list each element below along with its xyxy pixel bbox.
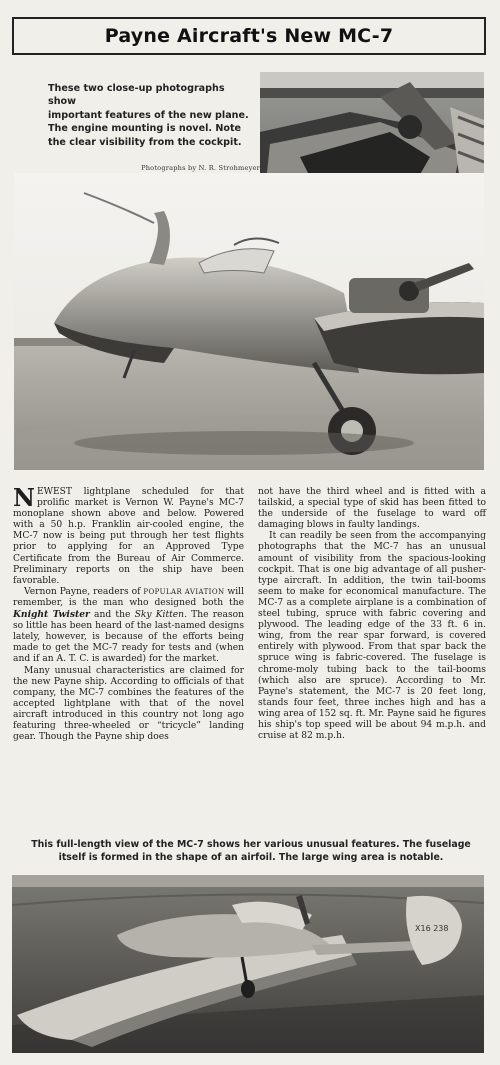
tail-registration-marking: X16 238 [415, 924, 449, 933]
caption-line: important features of the new plane. [48, 109, 249, 121]
paragraph-text: EWEST lightplane scheduled for that prolific market is Vernon W. Payne's MC-7 monoplane shown above and below. Powered with a 50 h.p. Franklin air-cooled engine, the MC-7 now is being put through her test flights prior to applying for an Approved Type Certificate from the Bureau of Air Commerce. Preliminary reports on the ship have been favorable. [13, 487, 244, 586]
article-title: Payne Aircraft's New MC-7 [12, 17, 486, 55]
paragraph-text: not have the third wheel and is fitted with a tailskid, a special type of skid has been fitted to the underside of the fuselage to ward off damaging blows in faulty landings. [258, 487, 486, 531]
aircraft-name: Sky Kitten [134, 610, 185, 621]
magazine-name: POPULAR AVIATION [143, 587, 225, 596]
paragraph-text: Vernon Payne, readers of [24, 586, 144, 597]
caption-line: the clear visibility from the cockpit. [48, 136, 242, 148]
caption-line: The engine mounting is novel. Note [48, 123, 242, 135]
paragraph-text: . The reason so little has been heard of the last-named designs lately, however, is because of the efforts being made to get the MC-7 ready for tests and (when and if an A. T. C. is awarded) for the market. [13, 610, 244, 665]
caption-line: This full-length view of the MC-7 shows her various unusual features. The fuselage [31, 839, 471, 850]
paragraph-text: Many unusual characteristics are claimed for the new Payne ship. According to officials of that company, the MC-7 combines the features of the accepted lightplane with that of the novel aircraft introduced in this country not long ago featuring three-wheeled or “tricycle” landing gear. Though the Payne ship does [13, 665, 244, 743]
full-length-photo [12, 875, 484, 1053]
caption-line: These two close-up photographs show [48, 83, 225, 108]
article-column-left [13, 483, 244, 743]
top-photo-caption [48, 82, 253, 149]
paragraph-text: will remember, is the man who designed both the [13, 586, 244, 608]
side-view-photo [14, 173, 484, 470]
paragraph-text: and the [89, 610, 135, 621]
paragraph-text: It can readily be seen from the accompanying photographs that the MC-7 has an unusual amount of visibility from the spacious-looking cockpit. That is one big advantage of all pusher-type aircraft. In addition, the twin tail-booms seem to make for economical manufacture. The MC-7 as a complete airplane is a combination of steel tubing, spruce with fabric covering and plywood. The leading edge of the 33 ft. 6 in. wing, from the rear spar forward, is covered entirely with plywood. From that spar back the spruce wing is fabric-covered. The fuselage is chrome-moly tubing back to the tail-booms (which also are spruce). According to Mr. Payne's statement, the MC-7 is 20 feet long, stands four feet, three inches high and has a wing area of 152 sq. ft. Mr. Payne said he figures his ship's top speed will be about 94 m.p.h. and cruise at 82 m.p.h. [258, 531, 486, 742]
bottom-photo-caption [18, 838, 484, 864]
article-paragraph [13, 587, 244, 666]
photo-credit: Photographs by N. R. Strohmeyer [141, 164, 260, 172]
article-paragraph [13, 666, 244, 744]
drop-cap: N [13, 483, 35, 512]
article-column-right [258, 487, 486, 742]
article-paragraph [258, 487, 486, 531]
article-paragraph [13, 483, 244, 587]
aircraft-name: Knight Twister [13, 609, 90, 621]
article-paragraph [258, 531, 486, 742]
caption-line: itself is formed in the shape of an airfoil. The large wing area is notable. [58, 852, 444, 863]
